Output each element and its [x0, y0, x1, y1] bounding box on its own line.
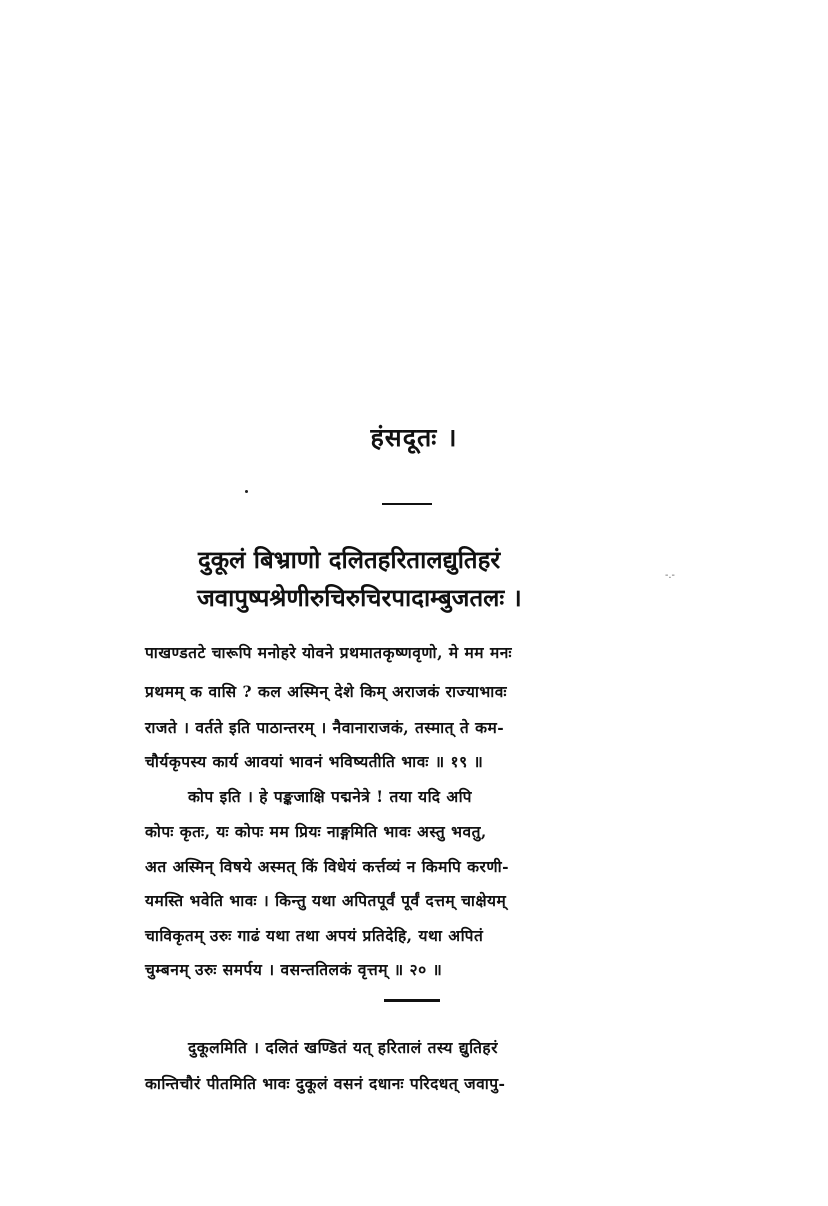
margin-mark: -.- — [665, 570, 675, 581]
commentary-line: कोप इति । हे पङ्कजाक्षि पद्मनेत्रे ! तया यदि अपि — [188, 787, 472, 806]
commentary-line: चौर्यकृपस्य कार्य आवयां भावनं भविष्यतीति भावः ॥ १९ ॥ — [145, 752, 484, 771]
page-title: हंसदूतः । — [370, 423, 458, 452]
verse-line-1: दुकूलं बिभ्राणो दलितहरितालद्युतिहरं — [198, 545, 501, 574]
commentary-line: प्रथमम् क वासि ? कल अस्मिन् देशे किम् अराजकं राज्याभावः — [145, 682, 508, 701]
commentary-line: राजते । वर्तते इति पाठान्तरम् । नैवानाराजकं, तस्मात् ते कम- — [145, 718, 505, 737]
ink-speck — [245, 490, 248, 493]
commentary-line: यमस्ति भवेति भावः । किन्तु यथा अपितपूर्वं पूर्वं दत्तम् चाक्षेयम् — [145, 891, 507, 910]
section-divider — [384, 999, 440, 1002]
commentary-line: दुकूलमिति । दलितं खण्डितं यत् हरितालं तस्य द्युतिहरं — [188, 1038, 499, 1057]
commentary-line: कोपः कृतः, यः कोपः मम प्रियः नाङ्गमिति भावः अस्तु भवतु, — [145, 822, 487, 841]
commentary-line: चुम्बनम् उरुः समर्पय । वसन्ततिलकं वृत्तम् ॥ २० ॥ — [145, 960, 443, 979]
commentary-line: कान्तिचौरं पीतमिति भावः दुकूलं वसनं दधानः परिदधत् जवापु- — [145, 1074, 506, 1093]
commentary-line: अत अस्मिन् विषये अस्मत् किं विधेयं कर्त्तव्यं न किमपि करणी- — [145, 857, 510, 876]
commentary-line: पाखण्डतटे चारूपि मनोहरे योवने प्रथमातकृष्णवृणो, मे मम मनः — [145, 643, 512, 662]
verse-line-2: जवापुष्पश्रेणीरुचिरुचिरपादाम्बुजतलः । — [197, 583, 522, 612]
commentary-line: चाविकृतम् उरुः गाढं यथा तथा अपयं प्रतिदेहि, यथा अपितं — [145, 926, 484, 945]
title-divider — [382, 503, 432, 505]
